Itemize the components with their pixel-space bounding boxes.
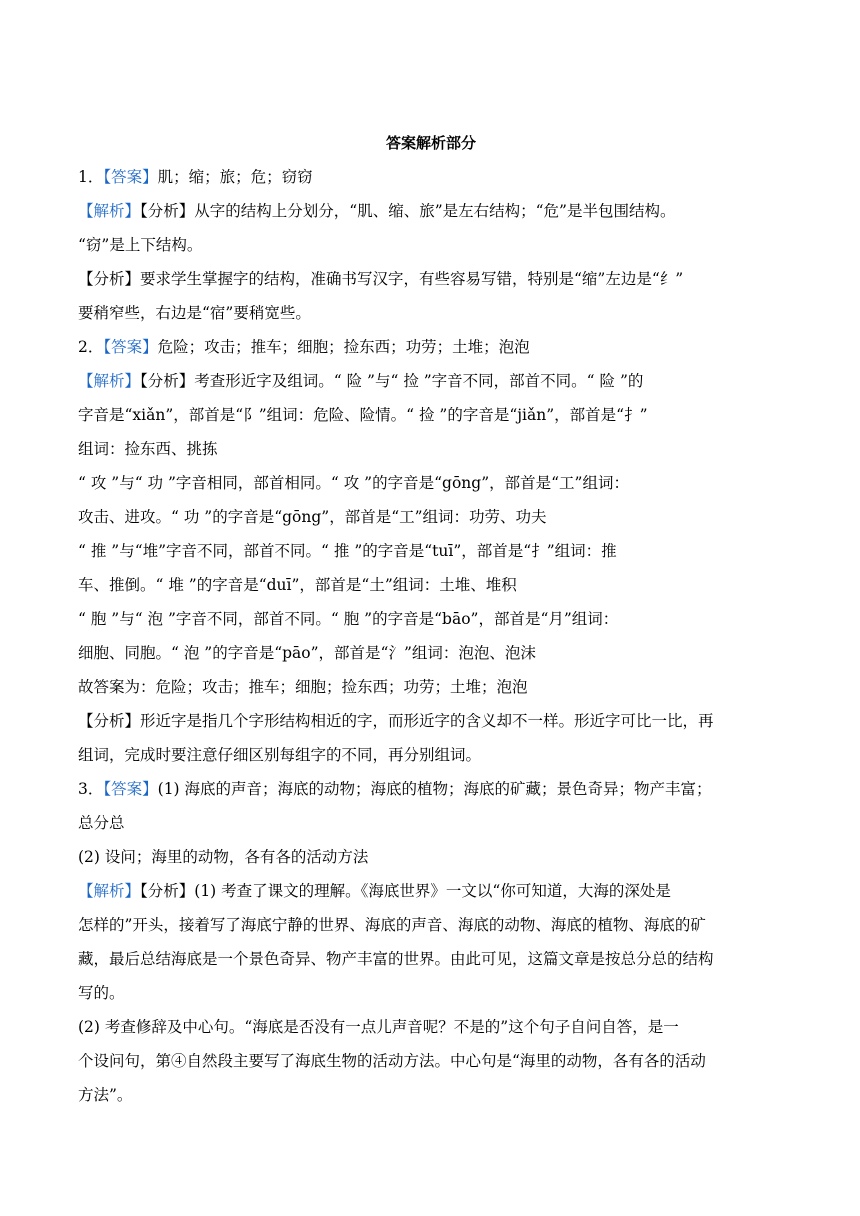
text-line xyxy=(78,398,784,432)
text-line xyxy=(78,364,784,398)
page-title: 答案解析部分 xyxy=(385,134,476,152)
text-line xyxy=(78,806,784,840)
text-segment: 2． xyxy=(78,338,104,356)
text-segment: 【分析】形近字是指几个字形结构相近的字，而形近字的含义却不一样。形近字可比一比，再 xyxy=(78,712,714,730)
text-line xyxy=(78,228,784,262)
answer-body xyxy=(78,160,784,1112)
text-line xyxy=(78,704,784,738)
text-segment: 组词：捡东西、挑拣 xyxy=(78,440,218,458)
text-segment: 【分析】从字的结构上分划分，“肌、缩、旅”是左右结构；“危”是半包围结构。 xyxy=(140,202,676,220)
text-line xyxy=(78,330,784,364)
text-segment: 故答案为：危险；攻击；推车；细胞；捡东西；功劳；土堆；泡泡 xyxy=(78,678,528,696)
text-segment: “窃”是上下结构。 xyxy=(78,236,203,254)
document-page xyxy=(78,128,784,1112)
text-segment: 方法”。 xyxy=(78,1086,133,1104)
text-segment: 写的。 xyxy=(78,984,125,1002)
text-line xyxy=(78,976,784,1010)
text-segment: 【分析】要求学生掌握字的结构，准确书写汉字，有些容易写错，特别是“缩”左边是“纟” xyxy=(78,270,684,288)
answer-tag: 【解析】 xyxy=(78,372,141,390)
text-segment: 【分析】考查形近字及组词。“ 险 ”与“ 捡 ”字音不同，部首不同。“ 险 ”的 xyxy=(140,372,644,390)
text-line xyxy=(78,500,784,534)
text-segment: 1． xyxy=(78,168,104,186)
text-segment: (2) 考查修辞及中心句。“海底是否没有一点儿声音呢？不是的”这个句子自问自答，是一 xyxy=(78,1018,679,1036)
text-segment: 肌；缩；旅；危；窃窃 xyxy=(157,168,313,186)
text-line xyxy=(78,432,784,466)
text-segment: (2) 设问；海里的动物，各有各的活动方法 xyxy=(78,848,369,866)
answer-tag: 【解析】 xyxy=(78,202,141,220)
text-line xyxy=(78,296,784,330)
text-line xyxy=(78,840,784,874)
text-segment: 字音是“xiǎn”，部首是“阝”组词：危险、险情。“ 捡 ”的字音是“jiǎn”，部首是“扌” xyxy=(78,406,648,424)
text-segment: 车、推倒。“ 堆 ”的字音是“duī”，部首是“土”组词：土堆、堆积 xyxy=(78,576,517,594)
text-segment: 要稍窄些，右边是“宿”要稍宽些。 xyxy=(78,304,311,322)
text-line xyxy=(78,636,784,670)
text-segment: 危险；攻击；推车；细胞；捡东西；功劳；土堆；泡泡 xyxy=(157,338,530,356)
answer-tag: 【答案】 xyxy=(103,780,158,798)
text-line xyxy=(78,738,784,772)
text-segment: 个设问句，第④自然段主要写了海底生物的活动方法。中心句是“海里的动物，各有各的活动 xyxy=(78,1052,706,1070)
text-segment: “ 胞 ”与“ 泡 ”字音不同，部首不同。“ 胞 ”的字音是“bāo”，部首是“月”组词： xyxy=(78,610,619,628)
text-line xyxy=(78,194,784,228)
answer-tag: 【答案】 xyxy=(103,338,158,356)
text-segment: “ 推 ”与“堆”字音不同，部首不同。“ 推 ”的字音是“tuī”，部首是“扌”组词：推 xyxy=(78,542,617,560)
text-line xyxy=(78,874,784,908)
text-line xyxy=(78,670,784,704)
text-segment: 怎样的”开头，接着写了海底宁静的世界、海底的声音、海底的动物、海底的植物、海底的矿 xyxy=(78,916,706,934)
text-segment: 细胞、同胞。“ 泡 ”的字音是“pāo”，部首是“氵”组词：泡泡、泡沫 xyxy=(78,644,536,662)
text-line xyxy=(78,466,784,500)
text-segment: 总分总 xyxy=(78,814,125,832)
text-line xyxy=(78,908,784,942)
text-segment: 攻击、进攻。“ 功 ”的字音是“gōng”，部首是“工”组词：功劳、功夫 xyxy=(78,508,547,526)
text-line xyxy=(78,1010,784,1044)
answer-tag: 【解析】 xyxy=(78,882,141,900)
text-line xyxy=(78,602,784,636)
text-line xyxy=(78,942,784,976)
text-segment: 组词，完成时要注意仔细区别每组字的不同，再分别组词。 xyxy=(78,746,482,764)
answer-tag: 【答案】 xyxy=(103,168,158,186)
text-segment: “ 攻 ”与“ 功 ”字音相同，部首相同。“ 攻 ”的字音是“gōng”，部首是“工”组词： xyxy=(78,474,629,492)
text-line xyxy=(78,160,784,194)
text-line xyxy=(78,262,784,296)
text-segment: 【分析】(1) 考查了课文的理解。《海底世界》一文以“你可知道，大海的深处是 xyxy=(140,882,671,900)
text-segment: (1) 海底的声音；海底的动物；海底的植物；海底的矿藏；景色奇异；物产丰富； xyxy=(157,780,712,798)
text-line xyxy=(78,534,784,568)
text-line xyxy=(78,1044,784,1078)
text-line xyxy=(78,772,784,806)
text-line xyxy=(78,568,784,602)
text-line xyxy=(78,1078,784,1112)
text-segment: 3． xyxy=(78,780,104,798)
text-segment: 藏，最后总结海底是一个景色奇异、物产丰富的世界。由此可见，这篇文章是按总分总的结构 xyxy=(78,950,714,968)
